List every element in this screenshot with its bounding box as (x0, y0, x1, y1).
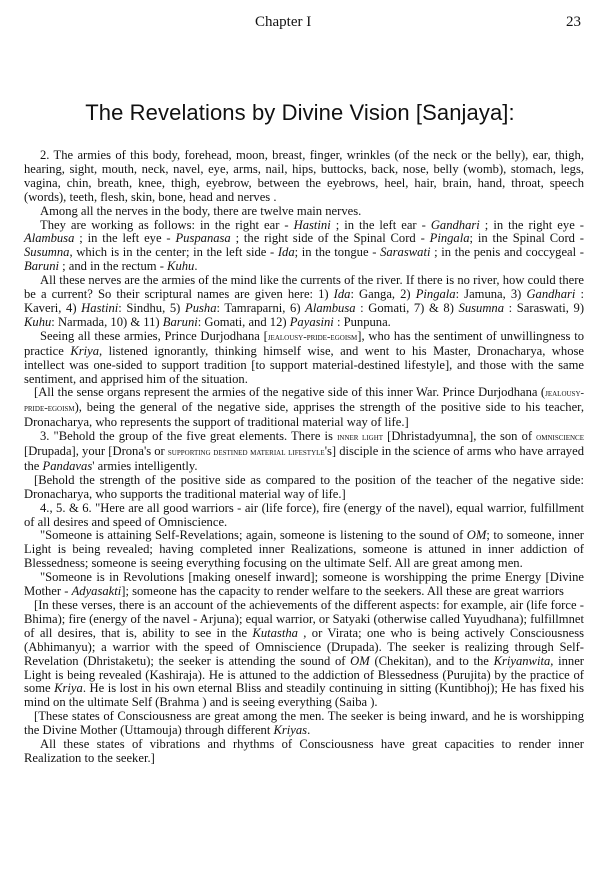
text-run: : Kaveri, 4) (24, 287, 584, 315)
page-number: 23 (566, 14, 581, 30)
italic-term: Kriyanwita (493, 653, 551, 668)
paragraph (24, 430, 584, 474)
italic-term: Pingala (415, 287, 456, 302)
text-run: They are working as follows: in the right ear - (40, 217, 294, 232)
text-run: ; in the right eye - (479, 217, 584, 232)
text-run: 3. "Behold the group of the five great elements. There is (40, 429, 338, 444)
text-run: : Saraswati, 9) (504, 300, 585, 315)
text-run: "Someone is attaining Self-Revelations; again, someone is listening to the sound of (40, 528, 467, 543)
italic-term: Pingala (429, 231, 470, 246)
italic-term: Kriyas (273, 723, 308, 738)
text-run: Among all the nerves in the body, there are twelve main nerves. (40, 203, 362, 218)
text-run: ; in the left eye - (74, 231, 176, 246)
italic-term: OM (466, 528, 487, 543)
paragraph (24, 219, 584, 275)
text-run: [All the sense organs represent the armies of the negative side of this inner War. Prince Durjodhana ( (34, 385, 546, 400)
text-run: : Gomati, and 12) (197, 314, 290, 329)
italic-term: Saraswati (380, 245, 431, 260)
text-run: : Gomati, 7) & 8) (355, 300, 459, 315)
paragraph (24, 710, 584, 738)
italic-term: Alambusa (24, 231, 75, 246)
paragraph (24, 571, 584, 599)
text-run: : Sindhu, 5) (118, 300, 185, 315)
italic-term: Adyasakti (71, 584, 122, 599)
text-run: [These states of Consciousness are great among the men. The seeker is being inward, and he is worshipping the Divine Mother (Uttamouja) through different (24, 709, 584, 738)
italic-term: Payasini (289, 314, 334, 329)
italic-term: Pusha (185, 300, 217, 315)
text-run: : Narmada, 10) & 11) (51, 314, 163, 329)
text-run: (Chekitan), and to the (369, 653, 494, 668)
italic-term: Pandavas (42, 458, 93, 473)
italic-term: Kuhu (167, 259, 195, 274)
text-run: , or Virata; one who is being actively Consciousness (Abhimanyu); a warrior with the speed of Omniscience (Drupada). The seeker is realizing through Self-Revelation (Dhristaketu); the seeker is attending the sound of (24, 625, 585, 668)
italic-term: Kutastha (252, 625, 298, 640)
text-run: [In these verses, there is an account of the achievements of the different aspects: for example, air (life force - Bhima); fire (energy of the navel - Arjuna); equal warrior, or Satyaki (otherwise called Yuyudhana); fulfillmnet of all desires, that is, ability to see in the (24, 598, 584, 640)
text-run: : Tamraparni, 6) (216, 300, 306, 315)
text-run: [Drupada], your [Drona's or (24, 444, 168, 459)
text-run: . He is lost in his own eternal Bliss and steadily continuing in sitting (Kuntibhoj); He has fixed his mind on the ultimate Self (Brahma ) and is seeing everything (Saiba ). (24, 681, 584, 710)
small-caps-term: jealousy-pride-egoism (267, 331, 358, 343)
text-run: : Ganga, 2) (350, 287, 416, 302)
paragraph (24, 474, 584, 502)
text-run: ' armies intelligently. (92, 458, 198, 473)
text-run: : Punpuna. (333, 314, 391, 329)
text-run: ; the right side of the Spinal Cord - (230, 231, 430, 246)
small-caps-term: inner light (337, 432, 384, 444)
text-run: , inner Light is being revealed (Kashiraja). He is attuned to the addiction of Blessedness (Purujita) by the practice of some (24, 653, 584, 696)
text-run: "Someone is in Revolutions [making oneself inward]; someone is worshipping the prime Energy [Divine Mother - (24, 570, 584, 599)
small-caps-term: supporting destined material lifestyle (167, 447, 325, 459)
text-run: All these states of vibrations and rhythms of Consciousness have great capacities to render inner Realization to the seeker.] (24, 737, 584, 765)
paragraph (24, 274, 584, 330)
text-run: 's] disciple in the science of arms who have arrayed the (24, 444, 584, 473)
small-caps-term: omniscience (536, 432, 585, 444)
italic-term: Susumna (24, 245, 70, 260)
paragraph (24, 599, 584, 710)
text-run: ], who has the sentiment of unwillingness to practice (24, 328, 585, 358)
italic-term: Susumna (458, 300, 505, 315)
text-run: ), being the general of the negative side, apprises the strength of the positive side to his teacher, Dronacharya, who represents the support of traditional material way of life.] (24, 400, 584, 430)
text-run: ; in the Spinal Cord - (469, 231, 585, 246)
text-run: Seeing all these armies, Prince Durjodhana [ (40, 328, 268, 343)
italic-term: Gandhari (526, 287, 576, 302)
italic-term: Puspanasa (175, 231, 231, 246)
italic-term: Baruni (162, 314, 198, 329)
text-run: ; in the tongue - (294, 245, 381, 260)
italic-term: Ida (277, 245, 295, 260)
running-header (0, 14, 600, 34)
italic-term: OM (350, 653, 370, 668)
paragraph (24, 502, 584, 530)
text-run: ; in the left ear - (330, 217, 431, 232)
italic-term: Kriya (54, 681, 83, 696)
italic-term: Kriya (70, 343, 99, 358)
italic-term: Gandhari (430, 217, 480, 232)
body-text (24, 149, 584, 766)
text-run: ; in the penis and coccygeal - (430, 245, 584, 260)
text-run: 4., 5. & 6. "Here are all good warriors - air (life force), fire (energy of the navel), equal warrior, fulfillment of all desires and speed of Omniscience. (24, 500, 584, 529)
italic-term: Ida (333, 287, 351, 302)
text-run: ; to someone, inner Light is being revealed; having completed inner Realizations, someone is attuned in inner addiction of Blessedness; someone is seeing everything focusing on the ultimate Self. All are great among men. (24, 528, 584, 571)
paragraph (24, 529, 584, 571)
text-run: , which is in the center; in the left side - (69, 245, 278, 260)
text-run: [Dhristadyumna], the son of (383, 429, 537, 444)
paragraph (24, 738, 584, 766)
paragraph (24, 205, 584, 219)
chapter-label: Chapter I (255, 14, 312, 30)
italic-term: Hastini (81, 300, 119, 315)
text-run: , listened ignorantly, thinking himself wise, and went to his Master, Dronacharya, whose intellect was one-sided to support tradition [to support material-destined lifestyle], and those with the same sentiment, and apprised him of the situation. (24, 343, 584, 386)
italic-term: Baruni (24, 259, 59, 274)
italic-term: Alambusa (305, 300, 356, 315)
text-run: ; and in the rectum - (58, 259, 168, 274)
text-run: . (307, 723, 311, 738)
text-run: : Jamuna, 3) (455, 287, 527, 302)
text-run: . (194, 259, 198, 274)
section-title: The Revelations by Divine Vision [Sanjaya]: (85, 100, 515, 125)
text-run: 2. The armies of this body, forehead, moon, breast, finger, wrinkles (of the neck or the belly), ear, thigh, hearing, sight, mouth, neck, navel, eye, arms, nail, hips, buttocks, back, nose, belly (womb), stomach, legs, vagina, chin, breath, knee, thigh, eyebrow, between the eyebrows, heel, hair, brain, hand, throat, speech (words), teeth, flesh, skin, bone, head and nerves . (24, 148, 584, 204)
italic-term: Hastini (293, 217, 331, 232)
small-caps-term: jealousy-pride-egoism (24, 388, 584, 415)
paragraph (24, 330, 584, 387)
text-run: [Behold the strength of the positive side as compared to the position of the teacher of the negative side: Dronacharya, who supports the traditional material way of life.] (24, 472, 584, 501)
italic-term: Kuhu (24, 314, 52, 329)
paragraph (24, 386, 584, 430)
text-run: ]; someone has the capacity to render welfare to the seekers. All these are great warriors (121, 584, 564, 599)
text-run: All these nerves are the armies of the mind like the currents of the river. If there is no river, how could there be a current? So their scriptural names are given here: 1) (24, 273, 584, 302)
paragraph (24, 149, 584, 205)
